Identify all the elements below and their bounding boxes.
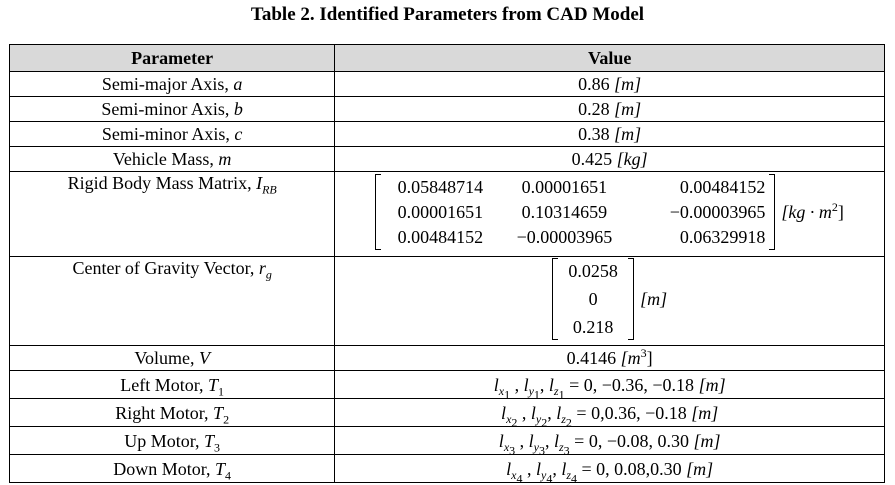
table-row — [10, 172, 885, 257]
param-name: Vehicle Mass, m — [10, 147, 335, 172]
param-name: Up Motor, $T_3$ — [10, 427, 335, 455]
matrix-cell: 0.10314659 — [521, 201, 608, 222]
param-value — [335, 257, 885, 346]
param-value: $l_{x_1}$ , $l_{y_1}$, $l_{z_1} = 0$, −0.36, −0.18 [m] — [335, 371, 885, 399]
right-bracket — [769, 174, 775, 250]
param-name: Semi-minor Axis, c — [10, 122, 335, 147]
vector-cell: 0 — [588, 288, 598, 309]
header-value: Value — [335, 45, 885, 72]
param-name: Down Motor, $T_4$ — [10, 455, 335, 483]
matrix-cell: 0.00001651 — [397, 201, 484, 222]
vector-cell: 0.0258 — [568, 260, 618, 281]
param-name: Semi-minor Axis, b — [10, 97, 335, 122]
matrix-cell: −0.00003965 — [669, 201, 766, 222]
table-row — [10, 427, 885, 455]
header-parameter: Parameter — [10, 45, 335, 72]
param-name: Rigid Body Mass Matrix, $I_{RB}$ — [10, 172, 335, 257]
param-value: 0.4146 $[m^3]$ — [335, 346, 885, 371]
param-name: Right Motor, $T_2$ — [10, 399, 335, 427]
table-row — [10, 371, 885, 399]
unit-label: $[kg \cdot m^2]$ — [781, 199, 844, 222]
param-value — [335, 172, 885, 257]
param-name: Semi-major Axis, a — [10, 72, 335, 97]
table-caption: Table 2. Identified Parameters from CAD Model — [250, 4, 645, 25]
param-name: Center of Gravity Vector, $r_g$ — [10, 257, 335, 346]
matrix-cell: 0.00484152 — [679, 176, 766, 197]
unit-label: [m] — [640, 288, 668, 309]
table-row — [10, 455, 885, 483]
table-row — [10, 72, 885, 97]
matrix-cell: 0.00484152 — [397, 226, 484, 247]
right-bracket — [628, 258, 634, 340]
matrix-cell: 0.05848714 — [397, 176, 484, 197]
table-row — [10, 147, 885, 172]
param-value: $l_{x_4}$ , $l_{y_4}$, $l_{z_4} = 0$, 0.08,0.30 [m] — [335, 455, 885, 483]
param-name: Left Motor, $T_1$ — [10, 371, 335, 399]
param-value: 0.28 [m] — [335, 97, 885, 122]
table-row — [10, 97, 885, 122]
table-row — [10, 399, 885, 427]
param-value: $l_{x_3}$ , $l_{y_3}$, $l_{z_3} = 0$, −0.08, 0.30 [m] — [335, 427, 885, 455]
inertia-matrix — [375, 174, 844, 250]
param-value: 0.425 [kg] — [335, 147, 885, 172]
matrix-cell: 0.06329918 — [679, 226, 766, 247]
cog-vector — [552, 258, 667, 340]
table-row — [10, 257, 885, 346]
param-value: 0.86 [m] — [335, 72, 885, 97]
table-header-row — [10, 45, 885, 72]
vector-cell: 0.218 — [572, 316, 614, 337]
param-name: Volume, V — [10, 346, 335, 371]
matrix-cell: −0.00003965 — [516, 226, 613, 247]
param-value: $l_{x_2}$ , $l_{y_2}$, $l_{z_2} = 0,0.36$, −0.18 [m] — [335, 399, 885, 427]
param-value: 0.38 [m] — [335, 122, 885, 147]
parameters-table — [9, 44, 885, 483]
table-row — [10, 346, 885, 371]
matrix-cell: 0.00001651 — [521, 176, 608, 197]
table-row — [10, 122, 885, 147]
